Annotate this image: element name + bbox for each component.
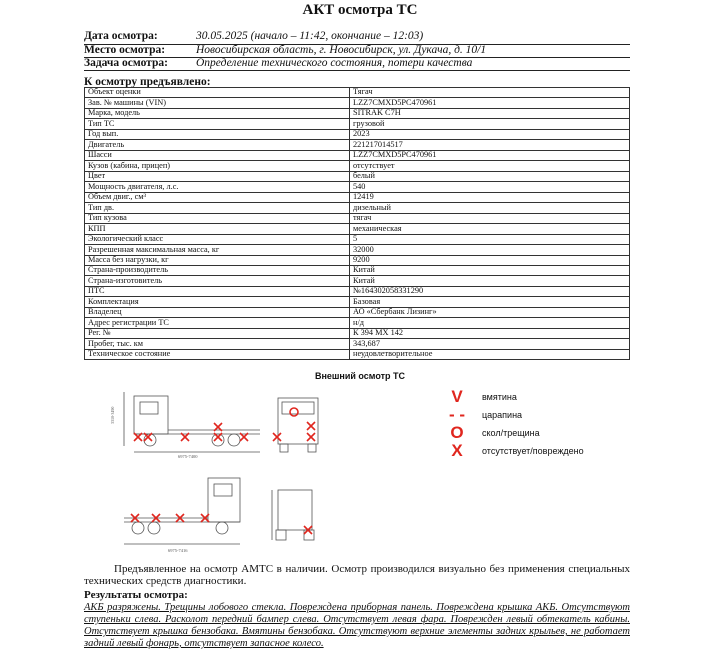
spec-value: белый <box>350 171 630 181</box>
spec-value: К 394 МХ 142 <box>350 328 630 338</box>
spec-key: Мощность двигателя, л.с. <box>85 182 350 192</box>
inspection-date-value: 30.05.2025 (начало – 11:42, окончание – 12:03) <box>196 30 424 42</box>
spec-value: LZZ7CMXD5PC470961 <box>350 150 630 160</box>
inspection-place-label: Место осмотра: <box>84 44 166 56</box>
spec-key: Зав. № машины (VIN) <box>85 98 350 108</box>
spec-value: Тягач <box>350 88 630 98</box>
page-title: АКТ осмотра ТС <box>302 2 418 18</box>
spec-value: грузовой <box>350 119 630 129</box>
inspection-place-value: Новосибирская область, г. Новосибирск, ул. Дукача, д. 10/1 <box>196 44 487 56</box>
spec-key: Год вып. <box>85 129 350 139</box>
damage-x-mark <box>134 433 142 441</box>
spec-key: Объект оценки <box>85 88 350 98</box>
spec-key: Разрешенная максимальная масса, кг <box>85 245 350 255</box>
spec-key: Тип ТС <box>85 119 350 129</box>
damage-x-mark <box>131 514 139 522</box>
damage-x-mark <box>152 514 160 522</box>
chip-symbol: O <box>450 423 464 442</box>
damage-x-mark <box>307 422 315 430</box>
dent-label: вмятина <box>482 392 517 402</box>
results-text: АКБ разряжены. Трещины лобового стекла. Повреждена приборная панель. Повреждена крышка АКБ. Отсутствуют ступеньки слева. Расколот передний бампер слева. Отсутствует левая фара. Поврежден левый обтекатель кабины. Отсутствует крышка бензобака. Вмятины бензобака. Отсутствуют верхние элементы задних крыльев, не работает задний левый фонарь, отсутствует запасное колесо. <box>84 602 630 649</box>
damage-x-mark <box>214 433 222 441</box>
spec-key: Двигатель <box>85 140 350 150</box>
spec-value: 540 <box>350 182 630 192</box>
spec-key: ПТС <box>85 286 350 296</box>
spec-key: Экологический класс <box>85 234 350 244</box>
left-side-length-dim: 6975-7416 <box>168 548 188 553</box>
spec-value: н/д <box>350 318 630 328</box>
damage-x-mark <box>273 433 281 441</box>
scratch-label: царапина <box>482 410 523 420</box>
spec-value: дизельный <box>350 203 630 213</box>
missing-label: отсутствует/повреждено <box>482 446 584 456</box>
inspection-note: Предъявленное на осмотр АМТС в наличии. Осмотр производился визуально без применения специальных технических средств диагностики. <box>84 563 630 587</box>
spec-value: тягач <box>350 213 630 223</box>
damage-x-mark <box>144 433 152 441</box>
presented-section-title: К осмотру предъявлено: <box>84 76 211 88</box>
spec-key: Рег. № <box>85 328 350 338</box>
scratch-symbol: - - <box>448 405 466 424</box>
spec-key: Тип дв. <box>85 203 350 213</box>
spec-key: Кузов (кабина, прицеп) <box>85 161 350 171</box>
spec-value: 32000 <box>350 245 630 255</box>
exterior-inspection-title: Внешний осмотр ТС <box>314 371 406 381</box>
spec-value: №164302058331290 <box>350 286 630 296</box>
spec-value: LZZ7CMXD5PC470961 <box>350 98 630 108</box>
spec-value: 2023 <box>350 129 630 139</box>
spec-key: Страна-производитель <box>85 265 350 275</box>
spec-key: Техническое состояние <box>85 349 350 359</box>
spec-value: 5 <box>350 234 630 244</box>
dent-symbol: V <box>451 387 463 406</box>
spec-key: Объем двиг., см³ <box>85 192 350 202</box>
spec-key: Страна-изготовитель <box>85 276 350 286</box>
spec-value: 12419 <box>350 192 630 202</box>
spec-key: Владелец <box>85 307 350 317</box>
damage-o-mark <box>290 408 298 416</box>
side-length-dim: 6975-7400 <box>178 454 198 459</box>
damage-x-mark <box>214 423 222 431</box>
spec-value: 343,687 <box>350 339 630 349</box>
damage-x-mark <box>176 514 184 522</box>
damage-x-mark <box>307 433 315 441</box>
results-title: Результаты осмотра: <box>84 589 188 601</box>
spec-key: Пробег, тыс. км <box>85 339 350 349</box>
spec-key: Масса без нагрузки, кг <box>85 255 350 265</box>
inspection-task-value: Определение технического состояния, потери качества <box>196 57 473 69</box>
spec-value: отсутствует <box>350 161 630 171</box>
damage-x-mark <box>240 433 248 441</box>
inspection-date-label: Дата осмотра: <box>84 30 158 42</box>
chip-label: скол/трещина <box>482 428 540 438</box>
spec-value: 221217014517 <box>350 140 630 150</box>
damage-x-mark <box>304 526 312 534</box>
spec-value: Базовая <box>350 297 630 307</box>
spec-key: Адрес регистрации ТС <box>85 318 350 328</box>
spec-value: АО «Сбербанк Лизинг» <box>350 307 630 317</box>
side-height-dim: 3310-3490 <box>110 406 115 424</box>
spec-key: КПП <box>85 224 350 234</box>
spec-key: Цвет <box>85 171 350 181</box>
spec-value: SITRAK C7H <box>350 108 630 118</box>
spec-value: Китай <box>350 265 630 275</box>
spec-key: Комплектация <box>85 297 350 307</box>
spec-key: Тип кузова <box>85 213 350 223</box>
spec-value: 9200 <box>350 255 630 265</box>
damage-x-mark <box>201 514 209 522</box>
missing-symbol: X <box>451 441 463 460</box>
inspection-task-label: Задача осмотра: <box>84 57 168 69</box>
spec-key: Марка, модель <box>85 108 350 118</box>
damage-x-mark <box>181 433 189 441</box>
spec-key: Шасси <box>85 150 350 160</box>
spec-value: неудовлетворительное <box>350 349 630 359</box>
spec-value: Китай <box>350 276 630 286</box>
spec-value: механическая <box>350 224 630 234</box>
